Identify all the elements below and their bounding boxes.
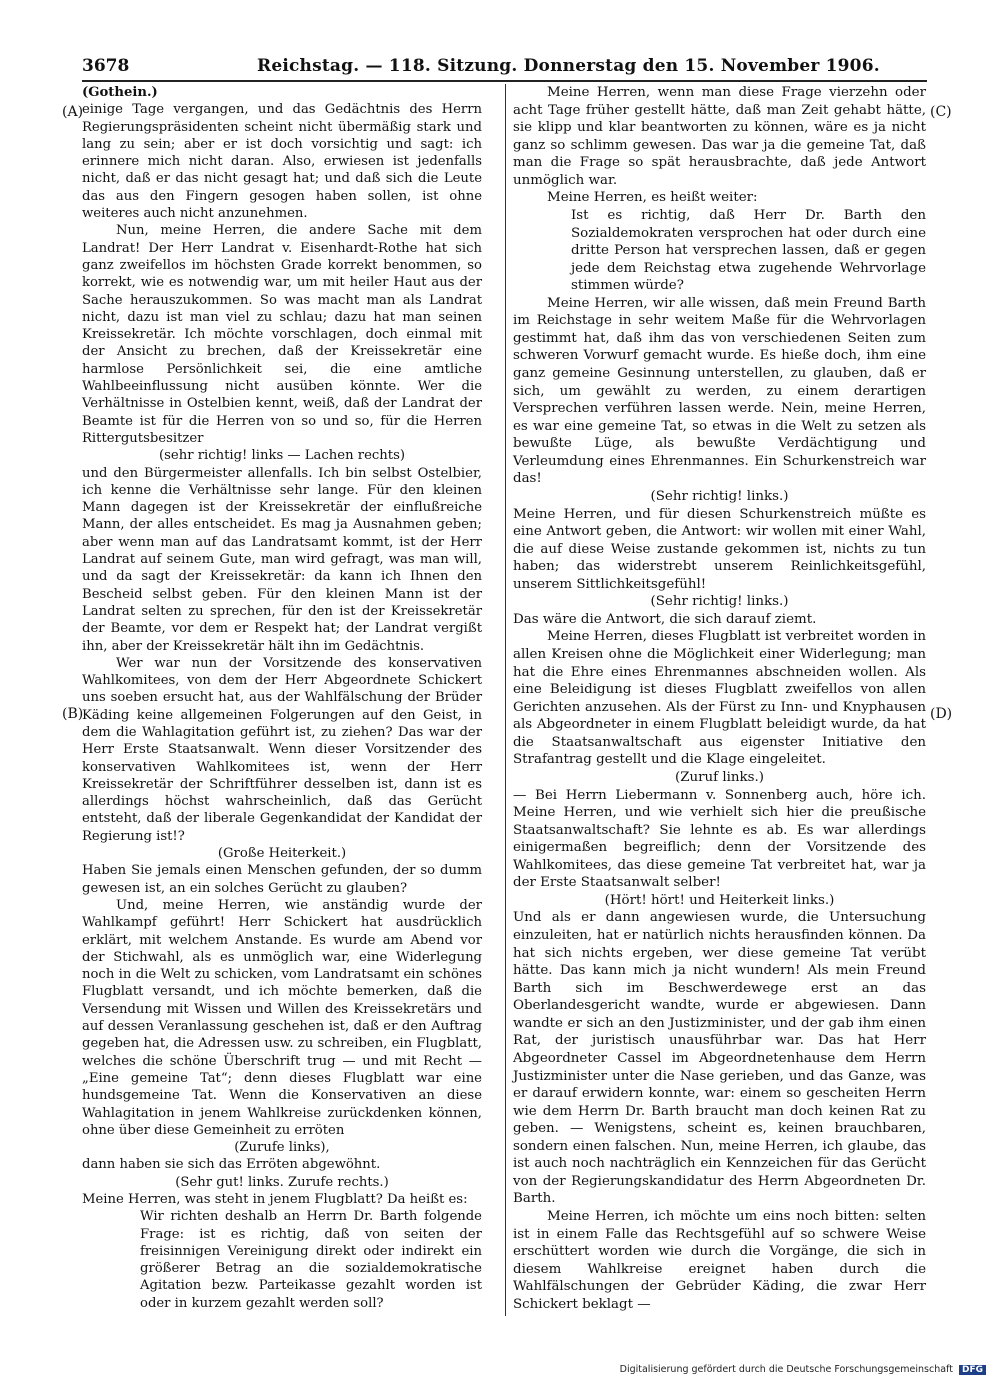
paragraph: Meine Herren, dieses Flugblatt ist verbreitet worden in allen Kreisen ohne die Möglichkeit einer Widerlegung; man hat die Ehre eines Ehrenmannes abschneiden wollen. Als eine Beleidigung ist dieses Flugblatt zweifellos von allen Gerichten anzusehen. Als der Fürst zu Inn- und Knyphausen als Abgeordneter in einem Flugblatt beleidigt wurde, da hat die Staatsanwaltschaft aus eigenster Initiative den Strafantrag gestellt und die Klage eingeleitet. [513,629,926,768]
paragraph: Meine Herren, ich möchte um eins noch bitten: selten ist in einem Falle das Rechtsgefühl auf so schwere Weise erschüttert worden wie durch die Vorgänge, die sich in diesem Wahlkreise ereignet haben durch die Wahlfälschungen der Gebrüder Käding, die zwar Herr Schickert beklagt — [513,1209,926,1312]
margin-marker-c: (C) [930,104,952,120]
paragraph: Meine Herren, wir alle wissen, daß mein Freund Barth im Reichstage in sehr weitem Maße für die Wehrvorlagen gestimmt hat, daß ihm das von verschiedenen Seiten zum schweren Vorwurf gemacht wurde. Es hieße doch, ihm eine ganz gemeine Gesinnung unterstellen, zu glauben, daß er sich, um gewählt zu werden, zu einem derartigen Versprechen verführen lassen werde. Nein, meine Herren, es war eine gemeine Tat, so etwas in die Welt zu setzen als bewußte Lüge, als bewußte Verdächtigung und Verleumdung eines Ehrenmannes. Ein Schurkenstreich war das! [513,295,926,487]
interjection: (Sehr richtig! links.) [650,594,789,610]
paragraph: Meine Herren, es heißt weiter: [547,190,758,206]
paragraph: einige Tage vergangen, und das Gedächtnis des Herrn Regierungspräsidenten scheint nicht übermäßig stark und lang zu sein; aber er ist doch vorsichtig und sagt: ich erinnere mich nicht daran. Also, erwiesen ist jedenfalls nicht, daß er das nicht gesagt hat; und daß sich die Leute das aus den Fingern gesogen haben sollen, ist ohne weiteres auch nicht anzunehmen. [82,102,482,222]
interjection: (Zurufe links), [234,1140,330,1156]
page-number: 3678 [82,56,130,76]
footer [620,1364,986,1375]
quotation: Ist es richtig, daß Herr Dr. Barth den Sozialdemokraten versprochen hat oder durch eine dritte Person hat versprechen lassen, daß er gegen jede dem Reichstag etwa zugehende Wehrvorlage stimmen würde? [571,207,926,294]
left-column [82,84,482,1312]
interjection: (Sehr richtig! links.) [650,488,789,504]
margin-marker-b: (B) [62,706,84,722]
interjection: (Hört! hört! und Heiterkeit links.) [604,892,835,908]
paragraph: Meine Herren, was steht in jenem Flugblatt? Da heißt es: [82,1192,468,1207]
paragraph: Meine Herren, wenn man diese Frage vierzehn oder acht Tage früher gestellt hätte, daß man Zeit gehabt hätte, sie klipp und klar beantworten zu können, wäre es ja nicht ganz so schlimm gewesen. Das war ja die gemeine Tat, daß man die Frage so spät herausbrachte, daß jede Antwort unmöglich war. [513,85,926,188]
page-header [82,56,927,78]
paragraph: Wer war nun der Vorsitzende des konservativen Wahlkomitees, von dem der Herr Abgeordnete Schickert uns soeben ersucht hat, aus der Wahlfälschung der Brüder Käding keine allgemeinen Folgerungen auf den Geist, in dem die Wahlagitation geführt ist, zu ziehen? Das war der Herr Erste Staatsanwalt. Wenn dieser Vorsitzender des konservativen Wahlkomitees ist, wenn der Herr Kreissekretär der Schriftführer desselben ist, dann ist es allerdings höchst wahrscheinlich, daß das Gerücht entsteht, daß der liberale Gegenkandidat der Kandidat der Regierung ist!? [82,655,482,844]
page-title: Reichstag. — 118. Sitzung. Donnerstag den 15. November 1906. [257,56,880,76]
paragraph: Und als er dann angewiesen wurde, die Untersuchung einzuleiten, hat er natürlich nichts herausfinden können. Da hat sich nichts ergeben, wer diese gemeine Tat verübt hätte. Das kann mich ja nicht wundern! Als mein Freund Barth sich im Beschwerdewege erst an das Oberlandesgericht wandte, wurde er abgewiesen. Dann wandte er sich an den Justizminister, und der gab ihm einen Rat, der juristisch unausführbar war. Das hat Herr Abgeordneter Cassel im Abgeordnetenhause dem Herrn Justizminister unter die Nase gerieben, und das Ganze, was er darauf erwidern konnte, war: einem so gescheiten Herrn wie dem Herrn Dr. Barth braucht man doch keinen Rat zu geben. — Wenigstens, scheint es, keinen brauchbaren, sondern einen falschen. Nun, meine Herren, ich glaube, das ist auch noch nachträglich ein Kennzeichen für das Gerücht von der Regierungskandidatur des Herrn Abgeordneten Dr. Barth. [513,910,926,1207]
interjection: (Große Heiterkeit.) [217,846,347,862]
paragraph: Und, meine Herren, wie anständig wurde der Wahlkampf geführt! Herr Schickert hat ausdrücklich erklärt, mit welchem Anstande. Es wurde am Abend vor der Stichwahl, als es unmöglich war, eine Widerlegung noch in die Welt zu schicken, vom Landratsamt ein schönes Flugblatt versandt, und ich möchte bemerken, daß die Versendung mit Wissen und Willen des Kreissekretärs und auf dessen Veranlassung geschehen ist, daß er den Auftrag gegeben hat, die Adressen usw. zu schreiben, ein Flugblatt, welches die schöne Überschrift trug — und mit Recht — „Eine gemeine Tat“; denn dieses Flugblatt war eine hundsgemeine Tat. Wenn die Konservativen an diese Wahlagitation in jenem Wahlkreise zurückdenken können, ohne über diese Gemeinheit zu erröten [82,897,482,1138]
paragraph: dann haben sie sich das Erröten abgewöhnt. [82,1157,381,1173]
paragraph: Das wäre die Antwort, die sich darauf ziemt. [513,611,817,627]
interjection: (Zuruf links.) [674,769,765,785]
paragraph: Nun, meine Herren, die andere Sache mit dem Landrat! Der Herr Landrat v. Eisenhardt-Rothe hat sich ganz zweifellos im höchsten Grade korrekt benommen, so korrekt, wie es notwendig war, um mit heiler Haut aus der Sache herauszukommen. So was macht man als Landrat nicht, dazu ist man viel zu schlau; dazu hat man seinen Kreissekretär. Ich möchte vorschlagen, doch einmal mit der Ansicht zu brechen, daß der Kreissekretär eine harmlose Persönlichkeit sei, die eine amtliche Wahlbeeinflussung nicht ausüben könnte. Wer die Verhältnisse in Ostelbien kennt, weiß, daß der Landrat der Beamte ist für die Herren von so und so, für die Herren Rittergutsbesitzer [82,223,482,446]
quotation: Wir richten deshalb an Herrn Dr. Barth folgende Frage: ist es richtig, daß von seiten der freisinnigen Vereinigung direkt oder indirekt ein größerer Betrag an die sozialdemokratische Agitation bezw. Parteikasse gezahlt worden ist oder in kurzem gezahlt werden soll? [140,1209,482,1311]
paragraph: Meine Herren, und für diesen Schurkenstreich müßte es eine Antwort geben, die Antwort: wir wollen mit einer Wahl, die auf diese Weise zustande gekommen ist, nichts zu tun haben; das widerstrebt unserem Reinlichkeitsgefühl, unserem Sittlichkeitsgefühl! [513,506,926,592]
paragraph: Haben Sie jemals einen Menschen gefunden, der so dumm gewesen ist, an ein solches Gerücht zu glauben? [82,863,482,896]
footer-text: Digitalisierung gefördert durch die Deutsche Forschungsgemeinschaft [619,1364,953,1375]
interjection: (Sehr gut! links. Zurufe rechts.) [175,1174,389,1190]
paragraph: und den Bürgermeister allenfalls. Ich bin selbst Ostelbier, ich kenne die Verhältnisse sehr lange. Für den kleinen Mann dagegen ist der Kreissekretär der einflußreiche Mann, der alles entscheidet. Es mag ja Ausnahmen geben; aber wenn man auf das Landratsamt kommt, ist der Herr Landrat auf seinem Gute, man wird gefragt, was man will, und da sagt der Kreissekretär: da kann ich Ihnen den Bescheid selbst geben. Für den kleinen Mann ist der Landrat selten zu sprechen, für den ist der Kreissekretär der Beamte, vor dem er Respekt hat; der Landrat vergißt ihn, aber der Kreissekretär hält ihn im Gedächtnis. [82,465,482,654]
dfg-logo: DFG [959,1365,986,1375]
speaker-name: (Gothein.) [82,85,158,100]
column-divider [505,84,506,1316]
header-rule [82,80,927,82]
paragraph: — Bei Herrn Liebermann v. Sonnenberg auch, höre ich. Meine Herren, und wie verhielt sich hier die preußische Staatsanwaltschaft? Sie lehnte es ab. Es war allerdings einigermaßen begreiflich; denn der Vorsitzende des Wahlkomitees, das diese gemeine Tat verbreitet hat, war ja der Erste Staatsanwalt selber! [513,787,926,891]
margin-marker-a: (A) [62,104,84,120]
margin-marker-d: (D) [930,706,953,722]
interjection: (sehr richtig! links — Lachen rechts) [158,448,405,464]
right-column [513,84,926,1313]
